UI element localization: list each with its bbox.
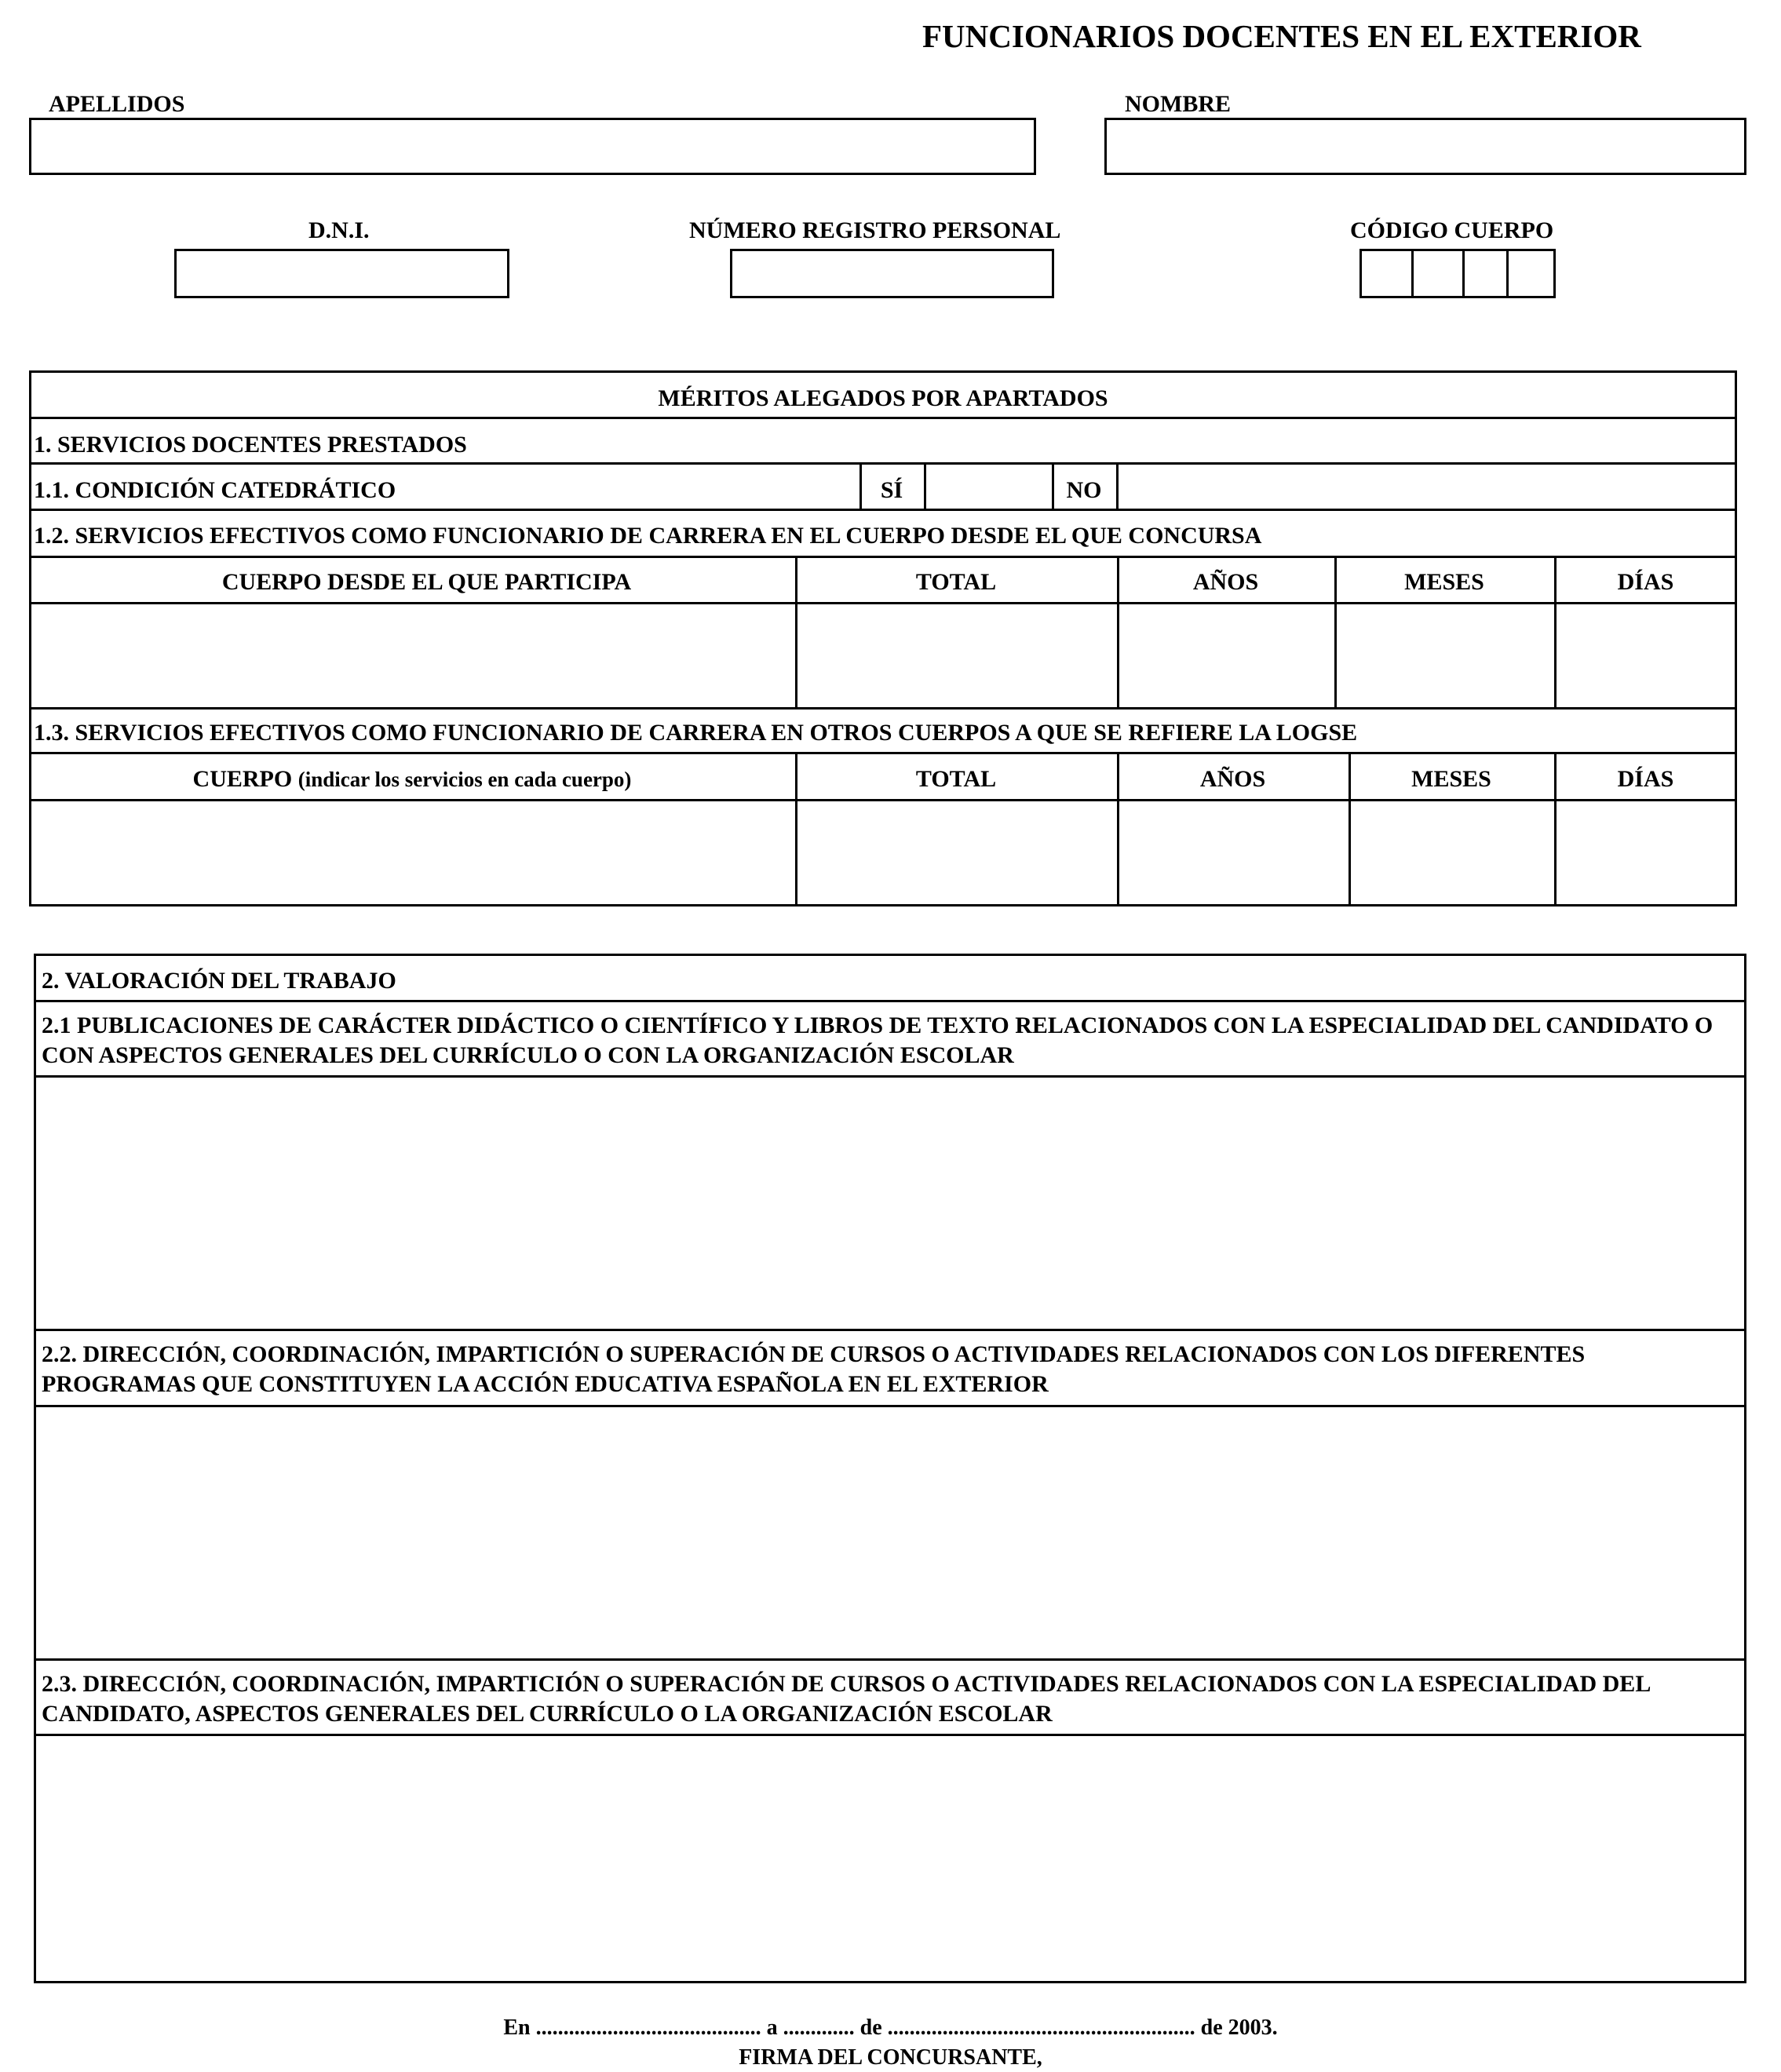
section-1-3-heading: 1.3. SERVICIOS EFECTIVOS COMO FUNCIONARIO DE CARRERA EN OTROS CUERPOS A QUE SE REFIERE LA LOGSE [34,720,1358,746]
section-1-2-heading: 1.2. SERVICIOS EFECTIVOS COMO FUNCIONARIO DE CARRERA EN EL CUERPO DESDE EL QUE CONCURSA [34,523,1262,549]
s13-anos-input[interactable] [1119,801,1346,904]
row-divider [29,752,1737,754]
col-header-anos: AÑOS [1199,766,1266,792]
col-header-total: TOTAL [915,766,997,792]
row-divider [34,1329,1746,1331]
col-header-cuerpo-note: (indicar los servicios en cada cuerpo) [297,768,632,791]
s13-cuerpo-input[interactable] [31,801,793,904]
col-header-anos: AÑOS [1192,569,1259,595]
col-header-cuerpo: CUERPO DESDE EL QUE PARTICIPA [221,569,632,595]
codigo-divider [1411,249,1414,298]
codigo-cuerpo-field[interactable] [1359,249,1556,298]
s21-textarea[interactable] [36,1078,1744,1327]
s12-meses-input[interactable] [1337,604,1552,705]
s13-dias-input[interactable] [1557,801,1735,904]
apellidos-label: APELLIDOS [49,91,185,117]
s23-textarea[interactable] [36,1736,1744,1981]
s13-total-input[interactable] [797,801,1115,904]
section-2-1-heading: 2.1 PUBLICACIONES DE CARÁCTER DIDÁCTICO O CIENTÍFICO Y LIBROS DE TEXTO RELACIONADOS CON LA ESPECIALIDAD DEL CANDIDATO O CON ASPECTOS GENERALES DEL CURRÍCULO O CON LA ORGANIZACIÓN ESCOLAR [42,1012,1713,1068]
s12-cuerpo-input[interactable] [31,604,793,705]
row-divider [29,509,1737,511]
page-title: FUNCIONARIOS DOCENTES EN EL EXTERIOR [922,18,1641,54]
col-header-cuerpo-text: CUERPO [192,766,298,792]
si-label: SÍ [880,477,903,503]
codigo-cuerpo-label: CÓDIGO CUERPO [1350,217,1554,243]
s12-total-input[interactable] [797,604,1115,705]
codigo-divider [1506,249,1509,298]
col-header-total: TOTAL [915,569,997,595]
nrp-label: NÚMERO REGISTRO PERSONAL [689,217,1061,243]
nrp-field[interactable] [730,249,1054,298]
no-checkbox[interactable] [1119,465,1735,506]
col-header-meses: MESES [1404,569,1484,595]
row-divider [29,417,1737,419]
nombre-field[interactable] [1104,118,1746,175]
section-1-heading: 1. SERVICIOS DOCENTES PRESTADOS [34,432,467,458]
nombre-label: NOMBRE [1125,91,1231,117]
section-2-3-heading: 2.3. DIRECCIÓN, COORDINACIÓN, IMPARTICIÓN O SUPERACIÓN DE CURSOS O ACTIVIDADES RELACIONADOS CON LA ESPECIALIDAD DEL CANDIDATO, ASPECTOS GENERALES DEL CURRÍCULO O LA ORGANIZACIÓN ESCOLAR [42,1671,1650,1727]
col-header-cuerpo-otros [29,765,795,793]
codigo-divider [1462,249,1465,298]
date-line: En ......................................... a ............. de ........................................................ de 2003. [503,2015,1278,2040]
row-divider [29,556,1737,558]
row-divider [29,707,1737,710]
s22-textarea[interactable] [36,1407,1744,1657]
s12-dias-input[interactable] [1557,604,1735,705]
apellidos-field[interactable] [29,118,1036,175]
row-divider [34,1658,1746,1661]
section-2-heading: 2. VALORACIÓN DEL TRABAJO [42,968,396,994]
col-header-dias: DÍAS [1617,569,1674,595]
col-header-meses: MESES [1411,766,1491,792]
no-label: NO [1066,477,1102,503]
firma-label: FIRMA DEL CONCURSANTE, [739,2045,1042,2070]
section-1-1-heading: 1.1. CONDICIÓN CATEDRÁTICO [34,477,396,503]
s13-meses-input[interactable] [1351,801,1552,904]
s12-anos-input[interactable] [1119,604,1332,705]
dni-label: D.N.I. [308,217,370,243]
row-divider [34,1000,1746,1002]
meritos-title: MÉRITOS ALEGADOS POR APARTADOS [658,385,1108,411]
section-2-2-heading: 2.2. DIRECCIÓN, COORDINACIÓN, IMPARTICIÓN O SUPERACIÓN DE CURSOS O ACTIVIDADES RELACIONADOS CON LOS DIFERENTES PROGRAMAS QUE CONSTITUYEN LA ACCIÓN EDUCATIVA ESPAÑOLA EN EL EXTERIOR [42,1341,1586,1397]
si-checkbox[interactable] [926,465,1052,506]
dni-field[interactable] [174,249,509,298]
col-header-dias: DÍAS [1617,766,1674,792]
